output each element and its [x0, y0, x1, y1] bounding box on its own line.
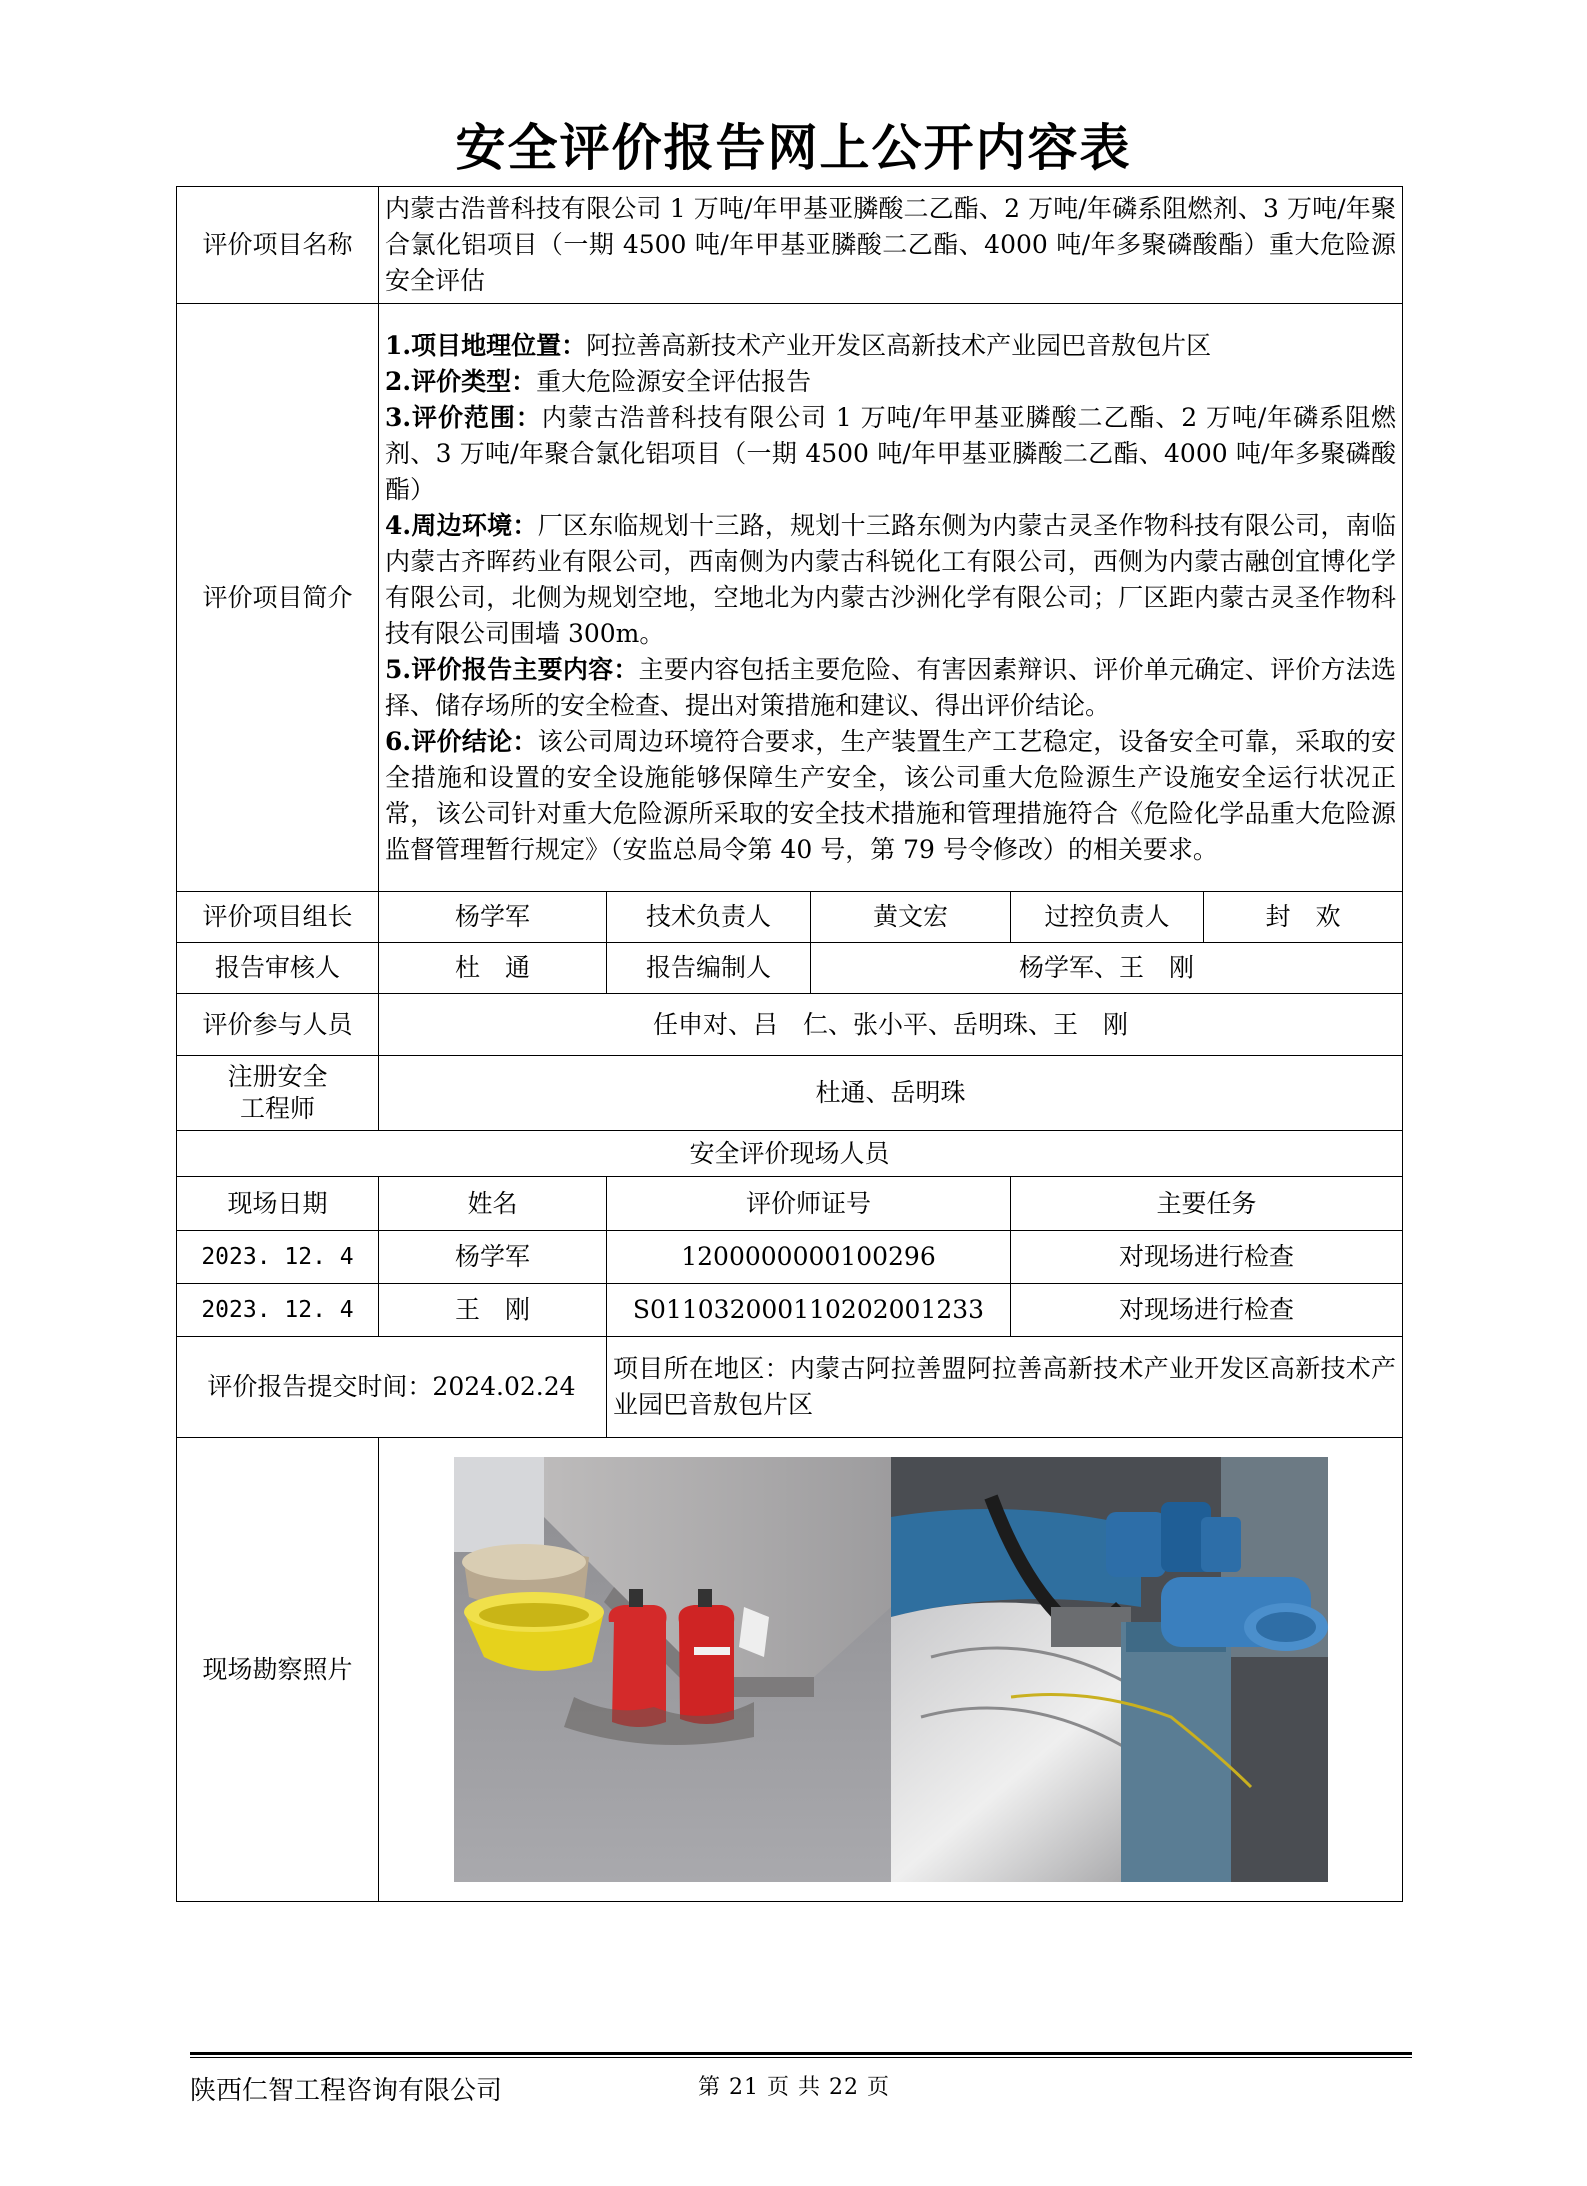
- site-header-cert: 评价师证号: [607, 1177, 1011, 1231]
- summary-item-environment: 4.周边环境：厂区东临规划十三路，规划十三路东侧为内蒙古灵圣作物科技有限公司，南临内蒙古齐晖药业有限公司，西南侧为内蒙古科锐化工有限公司，西侧为内蒙古融创宜博化学有限公司，北侧为规划空地，空地北为内蒙古沙洲化学有限公司；厂区距内蒙古灵圣作物科技有限公司围墙 300m。: [385, 510, 1397, 648]
- participants-row: [177, 994, 1403, 1056]
- engineer-value: 杜通、岳明珠: [379, 1056, 1403, 1131]
- leader-label: 评价项目组长: [177, 892, 379, 943]
- site-date: 2023. 12. 4: [177, 1284, 379, 1337]
- site-section-title: 安全评价现场人员: [177, 1131, 1403, 1177]
- process-label: 过控负责人: [1011, 892, 1204, 943]
- photos-cell: [379, 1438, 1403, 1902]
- footer-page-number: 第 21 页 共 22 页: [698, 2075, 890, 2100]
- reviewer-label: 报告审核人: [177, 943, 379, 994]
- editor-label: 报告编制人: [607, 943, 811, 994]
- table-row: [177, 1284, 1403, 1337]
- project-name-row: [177, 187, 1403, 304]
- footer-divider-thin: [190, 2057, 1412, 2058]
- summary-item-location: 1.项目地理位置：阿拉善高新技术产业开发区高新技术产业园巴音敖包片区: [385, 330, 1212, 360]
- table-row: [177, 1231, 1403, 1284]
- participants-value: 任申对、吕 仁、张小平、岳明珠、王 刚: [379, 994, 1403, 1056]
- site-task: 对现场进行检查: [1011, 1231, 1403, 1284]
- site-header-date: 现场日期: [177, 1177, 379, 1231]
- engineer-label: 注册安全 工程师: [177, 1056, 379, 1131]
- summary-item-type: 2.评价类型：重大危险源安全评估报告: [385, 366, 812, 396]
- footer-company: 陕西仁智工程咨询有限公司: [190, 2076, 503, 2106]
- site-cert: S011032000110202001233: [607, 1284, 1011, 1337]
- summary-content: [379, 304, 1403, 892]
- site-date: 2023. 12. 4: [177, 1231, 379, 1284]
- pressure-transmitter-photo: [891, 1457, 1328, 1882]
- reviewer-value: 杜 通: [379, 943, 607, 994]
- editor-value: 杨学军、王 刚: [811, 943, 1403, 994]
- summary-row: [177, 304, 1403, 892]
- summary-item-scope: 3.评价范围：内蒙古浩普科技有限公司 1 万吨/年甲基亚膦酸二乙酯、2 万吨/年磷系阻燃剂、3 万吨/年聚合氯化铝项目（一期 4500 吨/年甲基亚膦酸二乙酯、4000 吨/年多聚磷酸酯）: [385, 402, 1397, 504]
- page-title: 安全评价报告网上公开内容表: [455, 118, 1132, 177]
- project-name-value: 内蒙古浩普科技有限公司 1 万吨/年甲基亚膦酸二乙酯、2 万吨/年磷系阻燃剂、3 万吨/年聚合氯化铝项目（一期 4500 吨/年甲基亚膦酸二乙酯、4000 吨/年多聚磷酸酯）重大危险源安全评估: [379, 187, 1403, 304]
- site-header-row: [177, 1177, 1403, 1231]
- site-name: 杨学军: [379, 1231, 607, 1284]
- project-location: 项目所在地区：内蒙古阿拉善盟阿拉善高新技术产业开发区高新技术产业园巴音敖包片区: [607, 1337, 1403, 1438]
- site-header-name: 姓名: [379, 1177, 607, 1231]
- footer-divider: [190, 2052, 1412, 2055]
- participants-label: 评价参与人员: [177, 994, 379, 1056]
- team-row-1: [177, 892, 1403, 943]
- site-cert: 1200000000100296: [607, 1231, 1011, 1284]
- site-task: 对现场进行检查: [1011, 1284, 1403, 1337]
- tech-label: 技术负责人: [607, 892, 811, 943]
- site-section-row: [177, 1131, 1403, 1177]
- submit-row: [177, 1337, 1403, 1438]
- site-header-task: 主要任务: [1011, 1177, 1403, 1231]
- photos-row: [177, 1438, 1403, 1902]
- team-row-2: [177, 943, 1403, 994]
- tech-value: 黄文宏: [811, 892, 1011, 943]
- summary-item-content: 5.评价报告主要内容：主要内容包括主要危险、有害因素辩识、评价单元确定、评价方法选择、储存场所的安全检查、提出对策措施和建议、得出评价结论。: [385, 654, 1396, 720]
- disclosure-table: [176, 186, 1403, 1902]
- process-value: 封 欢: [1204, 892, 1403, 943]
- site-name: 王 刚: [379, 1284, 607, 1337]
- photos-label: 现场勘察照片: [177, 1438, 379, 1902]
- project-name-label: 评价项目名称: [177, 187, 379, 304]
- summary-item-conclusion: 6.评价结论：该公司周边环境符合要求，生产装置生产工艺稳定，设备安全可靠，采取的安全措施和设置的安全设施能够保障生产安全，该公司重大危险源生产设施安全运行状况正常，该公司针对重大危险源所采取的安全技术措施和管理措施符合《危险化学品重大危险源监督管理暂行规定》（安监总局令第 40 号，第 79 号令修改）的相关要求。: [385, 726, 1397, 864]
- leader-value: 杨学军: [379, 892, 607, 943]
- fire-extinguisher-photo: [454, 1457, 891, 1882]
- submit-time: 评价报告提交时间：2024.02.24: [177, 1337, 607, 1438]
- engineer-row: [177, 1056, 1403, 1131]
- summary-label: 评价项目简介: [177, 304, 379, 892]
